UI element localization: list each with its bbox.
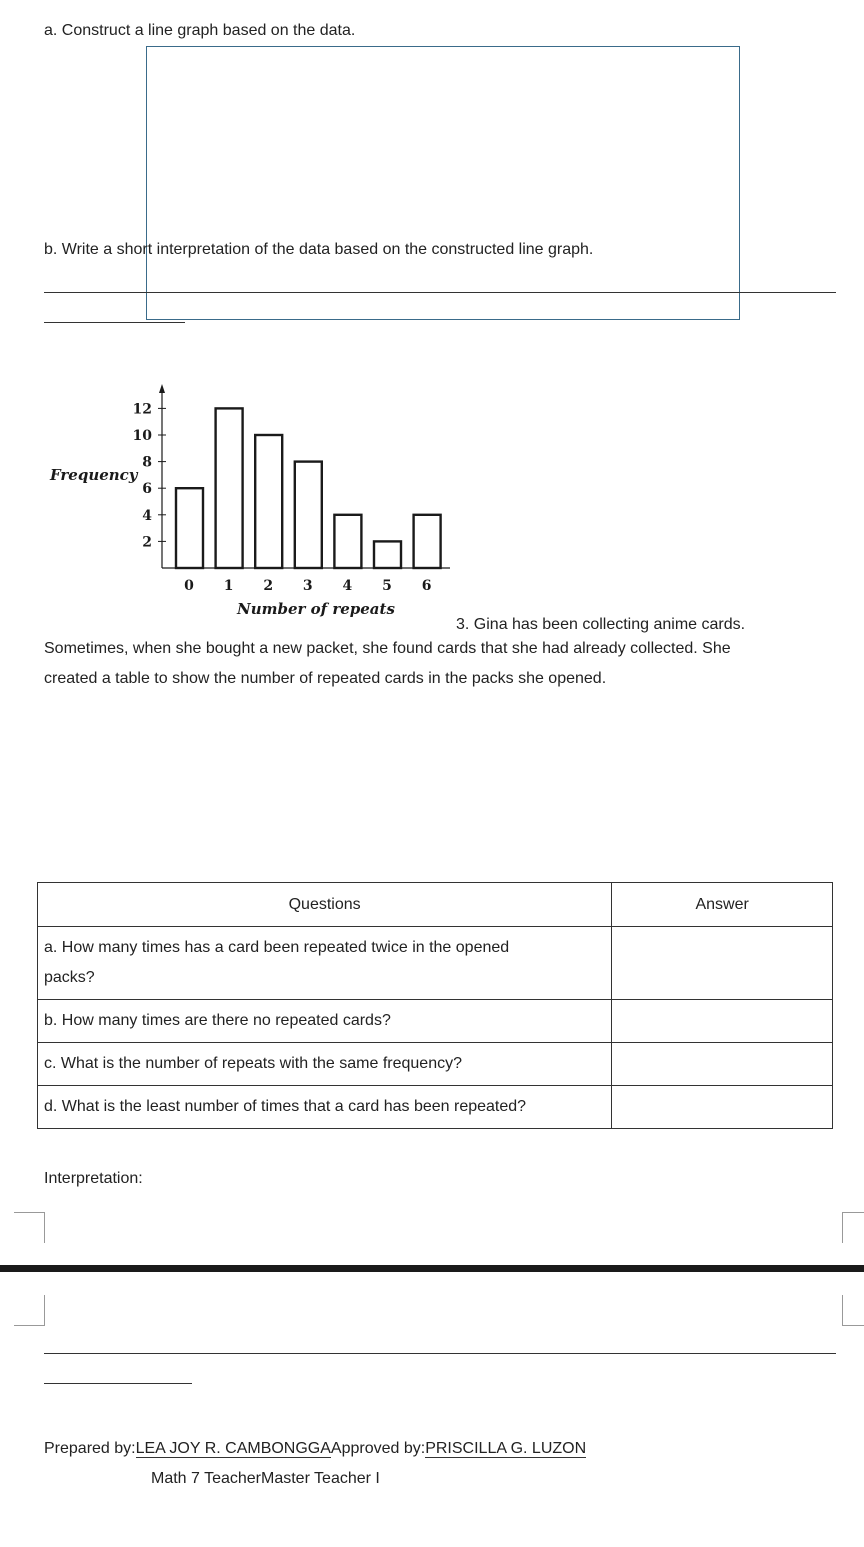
x-tick-label: 2 (263, 578, 274, 594)
problem-3-line-3: created a table to show the number of repeated cards in the packs she opened. (44, 670, 607, 687)
x-tick-label: 6 (421, 578, 432, 594)
question-cell (38, 927, 612, 1000)
approved-by-label: Approved by: (330, 1440, 426, 1457)
questions-header: Questions (38, 883, 612, 927)
signature-line (44, 1434, 586, 1464)
x-tick-label: 4 (342, 578, 353, 594)
question-text-cont: packs? (44, 969, 95, 986)
question-cell: d. What is the least number of times that a card has been repeated? (38, 1086, 612, 1129)
problem-3-line-2: Sometimes, when she bought a new packet, she found cards that she had already collected. She (44, 640, 731, 657)
y-tick-label: 10 (132, 428, 152, 444)
page-break-bar (0, 1265, 864, 1272)
bar-1 (216, 408, 243, 568)
y-tick-label: 4 (142, 507, 152, 524)
bar-6 (414, 515, 441, 568)
question-cell: c. What is the number of repeats with the same frequency? (38, 1043, 612, 1086)
answer-cell[interactable] (612, 927, 833, 1000)
interpretation-label: Interpretation: (44, 1170, 143, 1187)
x-axis-label: Number of repeats (237, 600, 395, 618)
bar-3 (295, 462, 322, 568)
approved-by-name: PRISCILLA G. LUZON (425, 1440, 587, 1457)
part-b-instruction: b. Write a short interpretation of the data based on the constructed line graph. (44, 241, 594, 258)
y-tick-label: 2 (142, 534, 152, 551)
page-corner-mark (14, 1212, 45, 1243)
table-header-row (38, 883, 833, 927)
x-tick-label: 3 (302, 578, 313, 594)
question-cell: b. How many times are there no repeated cards? (38, 1000, 612, 1043)
signatory-roles: Math 7 TeacherMaster Teacher I (151, 1470, 380, 1487)
y-axis-label: Frequency (50, 466, 138, 484)
answer-cell[interactable] (612, 1000, 833, 1043)
bar-4 (334, 515, 361, 568)
answer-cell[interactable] (612, 1086, 833, 1129)
prepared-by-label: Prepared by: (44, 1440, 136, 1457)
bar-2 (255, 435, 282, 568)
answer-line-1[interactable] (44, 292, 836, 293)
table-row (38, 1043, 833, 1086)
page-corner-mark (842, 1295, 864, 1326)
repeats-histogram (40, 380, 460, 620)
problem-3-line-1: 3. Gina has been collecting anime cards. (456, 616, 746, 633)
interpretation-line-1[interactable] (44, 1353, 836, 1354)
questions-table (37, 882, 833, 1129)
x-tick-label: 0 (184, 578, 194, 594)
interpretation-line-2[interactable] (44, 1383, 192, 1384)
table-row (38, 927, 833, 1000)
y-axis-arrow (159, 384, 165, 393)
table-row (38, 1086, 833, 1129)
x-tick-label: 1 (223, 578, 234, 594)
question-text: a. How many times has a card been repeated twice in the opened (44, 939, 510, 956)
page-corner-mark (842, 1212, 864, 1243)
answer-line-2[interactable] (44, 322, 185, 323)
bar-5 (374, 541, 401, 568)
part-a-instruction: a. Construct a line graph based on the data. (44, 22, 356, 39)
y-tick-label: 12 (132, 401, 152, 418)
answer-cell[interactable] (612, 1043, 833, 1086)
bar-0 (176, 488, 203, 568)
x-tick-label: 5 (382, 578, 392, 594)
prepared-by-name: LEA JOY R. CAMBONGGA (135, 1440, 331, 1457)
line-graph-drawing-box[interactable] (146, 46, 740, 320)
y-tick-label: 6 (142, 481, 152, 498)
answer-header: Answer (612, 883, 833, 927)
page-corner-mark (14, 1295, 45, 1326)
table-row (38, 1000, 833, 1043)
y-tick-label: 8 (142, 454, 152, 471)
